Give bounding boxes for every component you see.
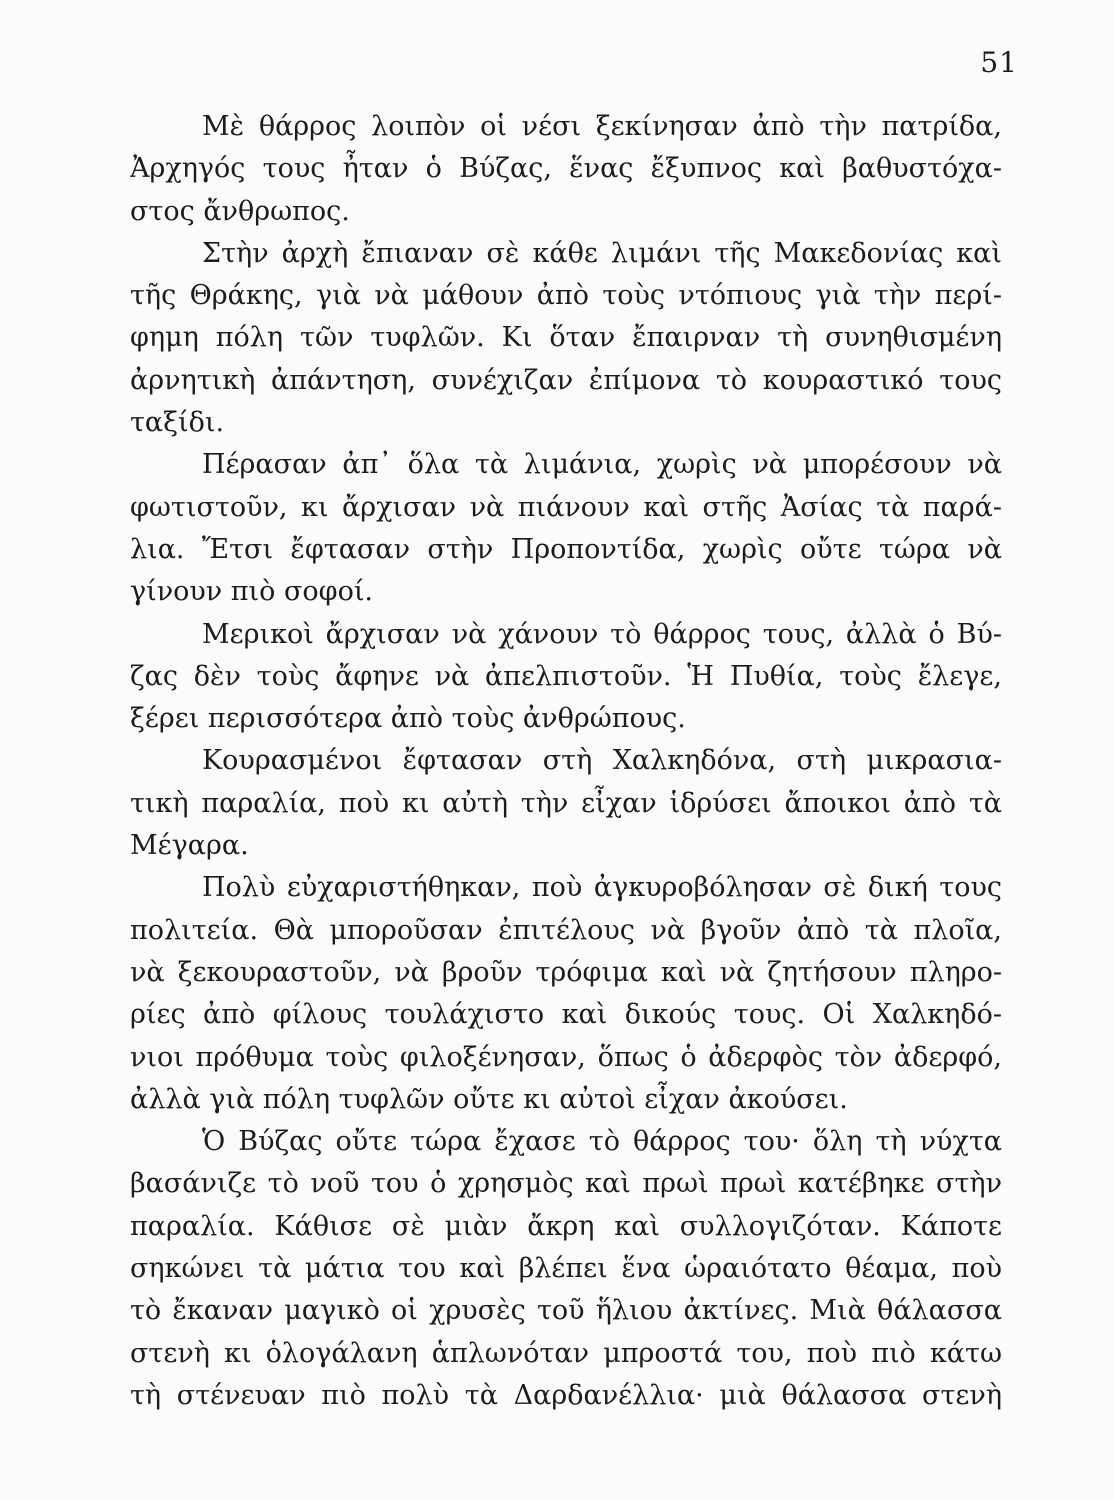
text-line: Κουρασμένοι ἔφτασαν στὴ Χαλκηδόνα, στὴ μικρασια-: [202, 745, 1002, 777]
text-line: Στὴν ἀρχὴ ἔπιαναν σὲ κάθε λιμάνι τῆς Μακεδονίας καὶ: [202, 237, 1002, 269]
text-line: τὴ στένευαν πιὸ πολὺ τὰ Δαρδανέλλια· μιὰ θάλασσα στενὴ: [130, 1379, 1002, 1411]
text-line: λια. Ἔτσι ἔφτασαν στὴν Προποντίδα, χωρὶς οὔτε τώρα νὰ: [130, 533, 1002, 565]
text-line: ἀρνητικὴ ἀπάντηση, συνέχιζαν ἐπίμονα τὸ κουραστικό τους: [130, 364, 1002, 396]
text-line: βασάνιζε τὸ νοῦ του ὁ χρησμὸς καὶ πρωὶ πρωὶ κατέβηκε στὴν: [130, 1168, 1002, 1200]
text-line: πολιτεία. Θὰ μποροῦσαν ἐπιτέλους νὰ βγοῦν ἀπὸ τὰ πλοῖα,: [130, 914, 1002, 946]
text-line: Μὲ θάρρος λοιπὸν οἱ νέσι ξεκίνησαν ἀπὸ τὴν πατρίδα,: [202, 111, 1002, 142]
text-line: Μερικοὶ ἄρχισαν νὰ χάνουν τὸ θάρρος τους, ἀλλὰ ὁ Βύ-: [202, 618, 1002, 650]
text-line: στενὴ κι ὁλογάλανη ἁπλωνόταν μπροστά του, ποὺ πιὸ κάτω: [130, 1337, 1002, 1369]
text-line: Μέγαρα.: [130, 830, 249, 862]
text-line: νιοι πρόθυμα τοὺς φιλοξένησαν, ὅπως ὁ ἀδερφὸς τὸν ἀδερφό,: [130, 1041, 1002, 1073]
text-line: ξέρει περισσότερα ἀπὸ τοὺς ἀνθρώπους.: [130, 703, 686, 735]
text-line: στος ἄνθρωπος.: [130, 195, 350, 227]
text-line: τῆς Θράκης, γιὰ νὰ μάθουν ἀπὸ τοὺς ντόπιους γιὰ τὴν περί-: [130, 280, 1002, 312]
text-line: παραλία. Κάθισε σὲ μιὰν ἄκρη καὶ συλλογιζόταν. Κάποτε: [130, 1210, 1002, 1242]
text-line: νὰ ξεκουραστοῦν, νὰ βροῦν τρόφιμα καὶ νὰ ζητήσουν πληρο-: [130, 956, 1002, 988]
text-line: τικὴ παραλία, ποὺ κι αὐτὴ τὴν εἶχαν ἱδρύσει ἄποικοι ἀπὸ τὰ: [130, 787, 1002, 819]
page-number: 51: [980, 46, 1018, 79]
text-line: Πολὺ εὐχαριστήθηκαν, ποὺ ἀγκυροβόλησαν σὲ δική τους: [202, 872, 1002, 904]
text-line: γίνουν πιὸ σοφοί.: [130, 576, 373, 608]
text-line: τὸ ἔκαναν μαγικὸ οἱ χρυσὲς τοῦ ἥλιου ἀκτίνες. Μιὰ θάλασσα: [130, 1295, 1002, 1327]
text-line: Πέρασαν ἀπ᾽ ὅλα τὰ λιμάνια, χωρὶς νὰ μπορέσουν νὰ: [202, 449, 1002, 481]
text-line: σηκώνει τὰ μάτια του καὶ βλέπει ἕνα ὡραιότατο θέαμα, ποὺ: [130, 1253, 1002, 1285]
text-line: Ἀρχηγός τους ἦταν ὁ Βύζας, ἕνας ἔξυπνος καὶ βαθυστόχα-: [130, 153, 1002, 185]
text-line: φωτιστοῦν, κι ἄρχισαν νὰ πιάνουν καὶ στῆς Ἀσίας τὰ παρά-: [130, 491, 1002, 523]
text-line: ταξίδι.: [130, 407, 225, 439]
text-line: ρίες ἀπὸ φίλους τουλάχιστο καὶ δικούς τους. Οἱ Χαλκηδό-: [130, 999, 1002, 1031]
text-line: Ὁ Βύζας οὔτε τώρα ἔχασε τὸ θάρρος του· ὅλη τὴ νύχτα: [202, 1126, 1002, 1158]
text-line: ἀλλὰ γιὰ πόλη τυφλῶν οὔτε κι αὐτοὶ εἶχαν ἀκούσει.: [130, 1083, 848, 1115]
body-text: [130, 106, 1002, 1417]
text-line: ζας δὲν τοὺς ἄφηνε νὰ ἀπελπιστοῦν. Ἡ Πυθία, τοὺς ἔλεγε,: [130, 660, 1002, 692]
text-line: φημη πόλη τῶν τυφλῶν. Κι ὅταν ἔπαιρναν τὴ συνηθισμένη: [130, 322, 1002, 354]
